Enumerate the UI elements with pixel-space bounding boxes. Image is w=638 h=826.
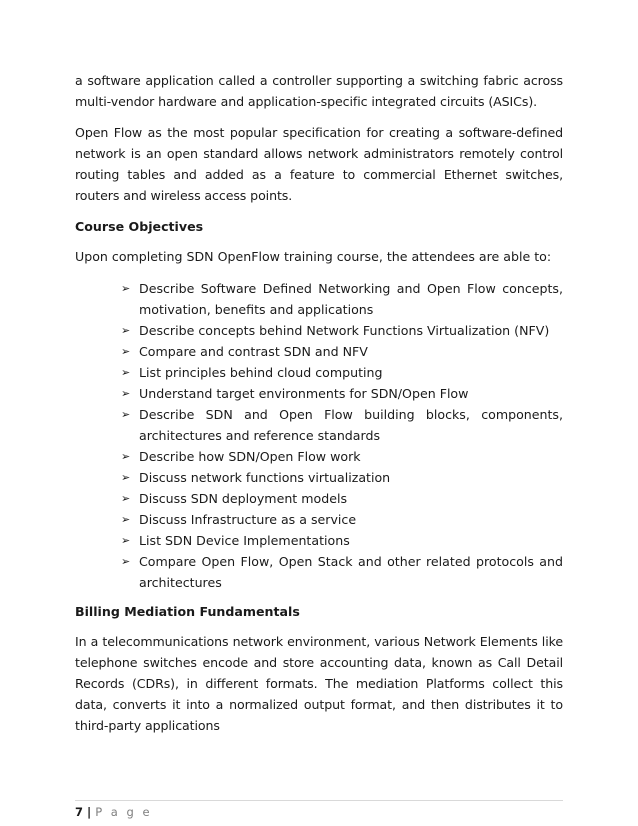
- list-item: ➢ Discuss network functions virtualization: [139, 467, 563, 488]
- arrow-bullet-icon: ➢: [121, 282, 131, 295]
- billing-mediation-paragraph: In a telecommunications network environment, various Network Elements like telephone switches encode and store accounting data, known as Call Detail Records (CDRs), in different formats. The mediation Platforms collect this data, converts it into a normalized output format, and then distributes it to third-party applications: [75, 634, 563, 733]
- arrow-bullet-icon: ➢: [121, 492, 131, 505]
- list-item: ➢ Discuss SDN deployment models: [139, 488, 563, 509]
- list-item: ➢ Compare and contrast SDN and NFV: [139, 341, 563, 362]
- arrow-bullet-icon: ➢: [121, 324, 131, 337]
- list-item: ➢ List principles behind cloud computing: [139, 362, 563, 383]
- arrow-bullet-icon: ➢: [121, 387, 131, 400]
- list-item: ➢ Describe SDN and Open Flow building blocks, components, architectures and reference standards: [139, 404, 563, 446]
- list-item: ➢ Describe how SDN/Open Flow work: [139, 446, 563, 467]
- footer-separator: |: [87, 805, 92, 819]
- course-objectives-intro: Upon completing SDN OpenFlow training course, the attendees are able to:: [75, 249, 552, 264]
- page-content: [75, 70, 563, 746]
- list-item: ➢ Describe concepts behind Network Functions Virtualization (NFV): [139, 320, 563, 341]
- arrow-bullet-icon: ➢: [121, 471, 131, 484]
- list-item: ➢ Discuss Infrastructure as a service: [139, 509, 563, 530]
- arrow-bullet-icon: ➢: [121, 534, 131, 547]
- arrow-bullet-icon: ➢: [121, 366, 131, 379]
- arrow-bullet-icon: ➢: [121, 450, 131, 463]
- list-item: ➢ Describe Software Defined Networking and Open Flow concepts, motivation, benefits and applications: [139, 278, 563, 320]
- arrow-bullet-icon: ➢: [121, 513, 131, 526]
- page-label: P a g e: [95, 805, 153, 819]
- list-item: ➢ Compare Open Flow, Open Stack and other related protocols and architectures: [139, 551, 563, 593]
- course-objectives-heading: Course Objectives: [75, 219, 204, 234]
- arrow-bullet-icon: ➢: [121, 555, 131, 568]
- page-number: 7: [75, 805, 84, 819]
- course-objectives-list: [75, 278, 563, 593]
- list-item: ➢ Understand target environments for SDN/Open Flow: [139, 383, 563, 404]
- list-item: ➢ List SDN Device Implementations: [139, 530, 563, 551]
- arrow-bullet-icon: ➢: [121, 408, 131, 421]
- intro-paragraph-1: a software application called a controller supporting a switching fabric across multi-vendor hardware and application-specific integrated circuits (ASICs).: [75, 73, 563, 109]
- page-footer: [75, 800, 563, 819]
- billing-mediation-heading: Billing Mediation Fundamentals: [75, 604, 300, 619]
- intro-paragraph-2: Open Flow as the most popular specification for creating a software-defined network is an open standard allows network administrators remotely control routing tables and added as a feature to commercial Ethernet switches, routers and wireless access points.: [75, 125, 563, 203]
- arrow-bullet-icon: ➢: [121, 345, 131, 358]
